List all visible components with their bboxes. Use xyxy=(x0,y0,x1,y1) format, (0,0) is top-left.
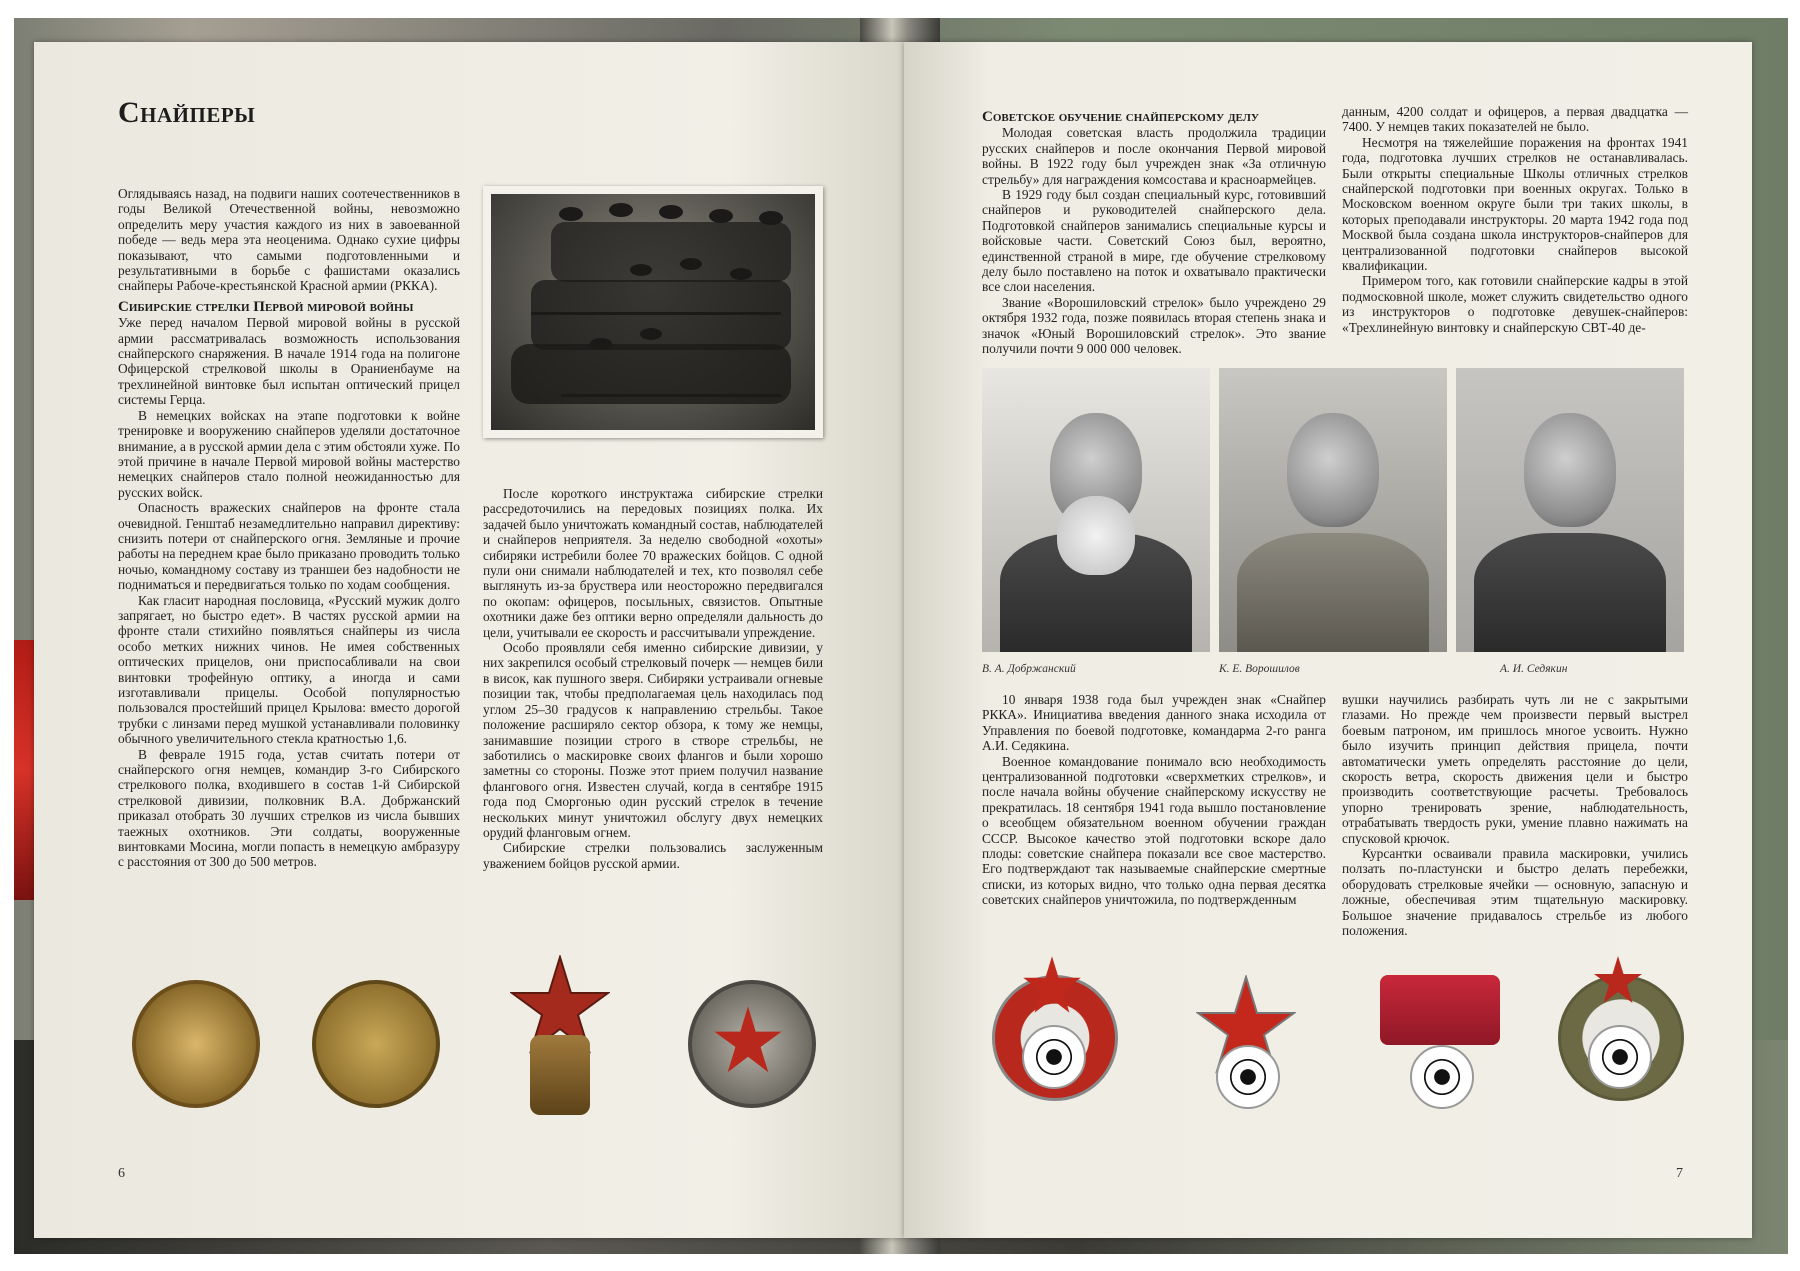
paragraph: Как гласит народная пословица, «Русский мужик долго запрягает, но быстро едет». В частях русской армии на фронте стали стихийно появляться снайперы из числа особо метких нижних чинов. Не имея собственных оптических прицелов, они приспосабливали на свои винтовки трофейную оптику, а иногда и сами изготавливали прицелы. Особой популярностью пользовался простейший прицел Крылова: вместо дорогой трубки с линзами перед мушкой устанавливали половинку обычного увеличительного стекла кратностью 1,6. xyxy=(118,592,460,747)
badge-banner xyxy=(1380,975,1500,1045)
red-star-icon xyxy=(1022,955,1082,1015)
paragraph: 10 января 1938 года был учрежден знак «Снайпер РККА». Инициатива введения данного знака исходила от Управления по боевой подготовке, командарма 2-го ранга А.И. Седякина. xyxy=(982,692,1326,754)
right-column-1 xyxy=(982,104,1326,357)
paragraph: вушки научились разбирать чуть ли не с закрытыми глазами. Но прежде чем произвести первый выстрел боевым патроном, им пришлось многое усвоить. Нужно было изучить принцип действия прицела, почти автоматически уметь определять расстояние до цели, скорость ветра, скорость движения цели и быстро производить соответствующие расчеты. Требовалось упорно тренировать зрение, наблюдательность, отрабатывать твердость руки, умение плавно нажимать на спусковой крючок. xyxy=(1342,692,1688,846)
paragraph: Курсантки осваивали правила маскировки, учились ползать по-пластунски и быстро делать перебежки, оборудовать стрелковые ячейки — основную, запасную и ложные, обеспечивая этим тщательную маскировку. Большое значение придавалось стрельбе из любого положения. xyxy=(1342,846,1688,939)
badge-excellent-shooting-rkka xyxy=(982,955,1122,1125)
right-column-2 xyxy=(1342,104,1688,335)
paragraph: Молодая советская власть продолжила традиции русских снайперов и после окончания Первой мировой войны. В 1922 году был учрежден знак «За отличную стрельбу» для награждения комсостава и красноармейцев. xyxy=(982,125,1326,187)
badge-disc xyxy=(132,980,260,1108)
portrait-face xyxy=(1287,413,1378,527)
paragraph: После короткого инструктажа сибирские стрелки рассредоточились на передовых позициях полка. Их задачей было уничтожать командный состав, наблюдателей и снайперов неприятеля. За неделю свободной «охоты» сибиряки истребили более 70 вражеских бойцов. С одной пули они снимали наблюдателей и тех, кто позволял себе выглянуть из-за бруствера или неосторожно передвигался по окопам: офицеров, посыльных, связистов. Опытные охотники даже без оптики верно определяли дальность до цели, учитывали ее скорость и рассчитывали упреждение. xyxy=(483,486,823,640)
portrait-voroshilov xyxy=(1219,368,1447,652)
badge-red-star-rifleman xyxy=(490,955,630,1125)
right-page-number: 7 xyxy=(1676,1166,1683,1181)
right-column-3 xyxy=(982,692,1326,908)
soldiers-group-photo xyxy=(483,186,823,438)
badge-imperial-sniper xyxy=(122,960,262,1130)
badge-disc xyxy=(312,980,440,1108)
portrait-caption: А. И. Седякин xyxy=(1500,663,1568,675)
paragraph: Сибирские стрелки пользовались заслуженным уважением бойцов русской армии. xyxy=(483,840,823,871)
paragraph: В феврале 1915 года, устав считать потери от снайперского огня немцев, командир 3-го Сибирского стрелкового полка, входившего в состав 1-й Сибирской стрелковой дивизии, полковник В.А. Добржанский приказал отобрать 30 лучших стрелков из числа бывших таежных охотников. Эти солдаты, вооруженные винтовками Мосина, могли попасть в немецкую амбразуру с расстояния от 300 до 500 метров. xyxy=(118,746,460,870)
portrait-sedyakin xyxy=(1456,368,1684,652)
paragraph: Несмотря на тяжелейшие поражения на фронтах 1941 года, подготовка лучших стрелков не останавливалась. Были открыты специальные Школы отличных стрелков снайперской подготовки при военных округах. Только в Московском военном округе были три таких школы, в которых преподавали инструкторы. 20 марта 1942 года под Москвой была создана школа инструкторов-снайперов для централизованной подготовки снайперов высокой квалификации. xyxy=(1342,134,1688,274)
portrait-caption: В. А. Добржанский xyxy=(982,663,1076,675)
target-icon xyxy=(1588,1025,1652,1089)
portrait-body xyxy=(1474,533,1666,652)
badge-figure xyxy=(530,1035,590,1115)
portrait-caption: К. Е. Ворошилов xyxy=(1219,663,1300,675)
badge-excellent-shooting-gold xyxy=(302,960,442,1130)
portrait-face xyxy=(1524,413,1615,527)
page-title: Снайперы xyxy=(118,96,256,129)
red-star-icon xyxy=(713,1005,783,1075)
badge-young-voroshilov-shooter xyxy=(1370,955,1510,1125)
target-icon xyxy=(1216,1045,1280,1109)
target-icon xyxy=(1410,1045,1474,1109)
paragraph: В 1929 году был создан специальный курс, готовивший снайперов и руководителей снайперского дела. Подготовкой снайперов занимались специальные курсы и войсковые части. Советский Союз был, вероятно, единственной страной в мире, где обучение стрелковому делу было поставлено на поток и охватывало практически все слои населения. xyxy=(982,187,1326,295)
photo-image xyxy=(491,194,815,430)
portrait-beard xyxy=(1057,496,1135,576)
paragraph: Военное командование понимало всю необходимость централизованной подготовки «сверхметких стрелков», и после начала войны обучение снайперскому искусству не прекратилась. 18 сентября 1941 года вышло постановление о всеобщем обязательном военном обучении граждан СССР. Высокое качество этой подготовки вскоре дало плоды: советские снайпера показали все свое мастерство. Его подтверждают так называемые снайперские смертные списки, из которых видно, что только одна первая десятка советских снайперов уничтожила, по подтвержденным xyxy=(982,753,1326,908)
paragraph: Опасность вражеских снайперов на фронте стала очевидной. Генштаб незамедлительно направил директиву: снизить потери от снайперского огня. Земляные и прочие работы на переднем крае было приказано проводить только ночью, командному составу из траншеи без надобности не подниматься и передвигаться только по ходам сообщения. xyxy=(118,500,460,593)
target-icon xyxy=(1022,1025,1086,1089)
portrait-dobrzhansky xyxy=(982,368,1210,652)
section-heading: Сибирские стрелки Первой мировой войны xyxy=(118,298,414,315)
left-column-2 xyxy=(483,486,823,871)
left-column-1 xyxy=(118,186,460,870)
paragraph: В немецких войсках на этапе подготовки к войне тренировке и вооружению снайперов уделяли достаточное внимание, а в русской армии дела с этим обстояли хуже. По этой причине в начале Первой мировой войны мастерство немецких снайперов стало полной неожиданностью для русских войск. xyxy=(118,407,460,500)
paragraph: Звание «Ворошиловский стрелок» было учреждено 29 октября 1932 года, позже появилась вторая степень знака и значок «Юный Ворошиловский стрелок». Это звание получили почти 9 000 000 человек. xyxy=(982,294,1326,357)
left-page-number: 6 xyxy=(118,1166,125,1181)
badge-excellent-shooting-silver xyxy=(678,960,818,1130)
badge-sniper-rkka xyxy=(1548,955,1688,1125)
badge-voroshilov-shooter xyxy=(1176,955,1316,1125)
right-column-4 xyxy=(1342,692,1688,939)
red-star-icon xyxy=(1593,955,1643,1005)
section-heading: Советское обучение снайперскому делу xyxy=(982,109,1259,125)
paragraph: Особо проявляли себя именно сибирские дивизии, у них закрепился особый стрелковый почерк — немцев били в висок, как пушного зверя. Сибиряки устраивали огневые позиции так, чтобы предполагаемая цель находилась под углом 25–30 градусов к направлению стрельбы. Такое положение расширяло сектор обзора, к тому же немцы, занимавшие позиции строго в створе стрельбы, не заботились о маскировке своих флангов и были хорошо заметны со стороны. Позже этот прием получил название флангового огня. Известен случай, когда в сентябре 1915 года под Сморгонью один русский стрелок в течение нескольких минут уничтожил обслугу двух немецких орудий фланговым огнем. xyxy=(483,640,823,840)
paragraph: Оглядываясь назад, на подвиги наших соотечественников в годы Великой Отечественной войны, невозможно определить меру участия каждого из них в завоеванной победе — ведь мера эта неоценима. Однако сухие цифры показывают, что самыми подготовленными и результативными в борьбе с фашистами оказались снайперы Рабоче-крестьянской Красной армии (РККА). xyxy=(118,186,460,294)
portrait-body xyxy=(1237,533,1429,652)
paragraph: данным, 4200 солдат и офицеров, а первая двадцатка — 7400. У немцев таких показателей не было. xyxy=(1342,104,1688,135)
paragraph: Уже перед началом Первой мировой войны в русской армии рассматривалась возможность использования снайперского снаряжения. В начале 1914 года на полигоне Офицерской стрелковой школы в Ораниенбауме на трехлинейной винтовке был испытан оптический прицел системы Герца. xyxy=(118,315,460,408)
paragraph: Примером того, как готовили снайперские кадры в этой подмосковной школе, может служить свидетельство одного из инструкторов о подготовке девушек-снайперов: «Трехлинейную винтовку и снайперскую СВТ-40 де- xyxy=(1342,273,1688,335)
